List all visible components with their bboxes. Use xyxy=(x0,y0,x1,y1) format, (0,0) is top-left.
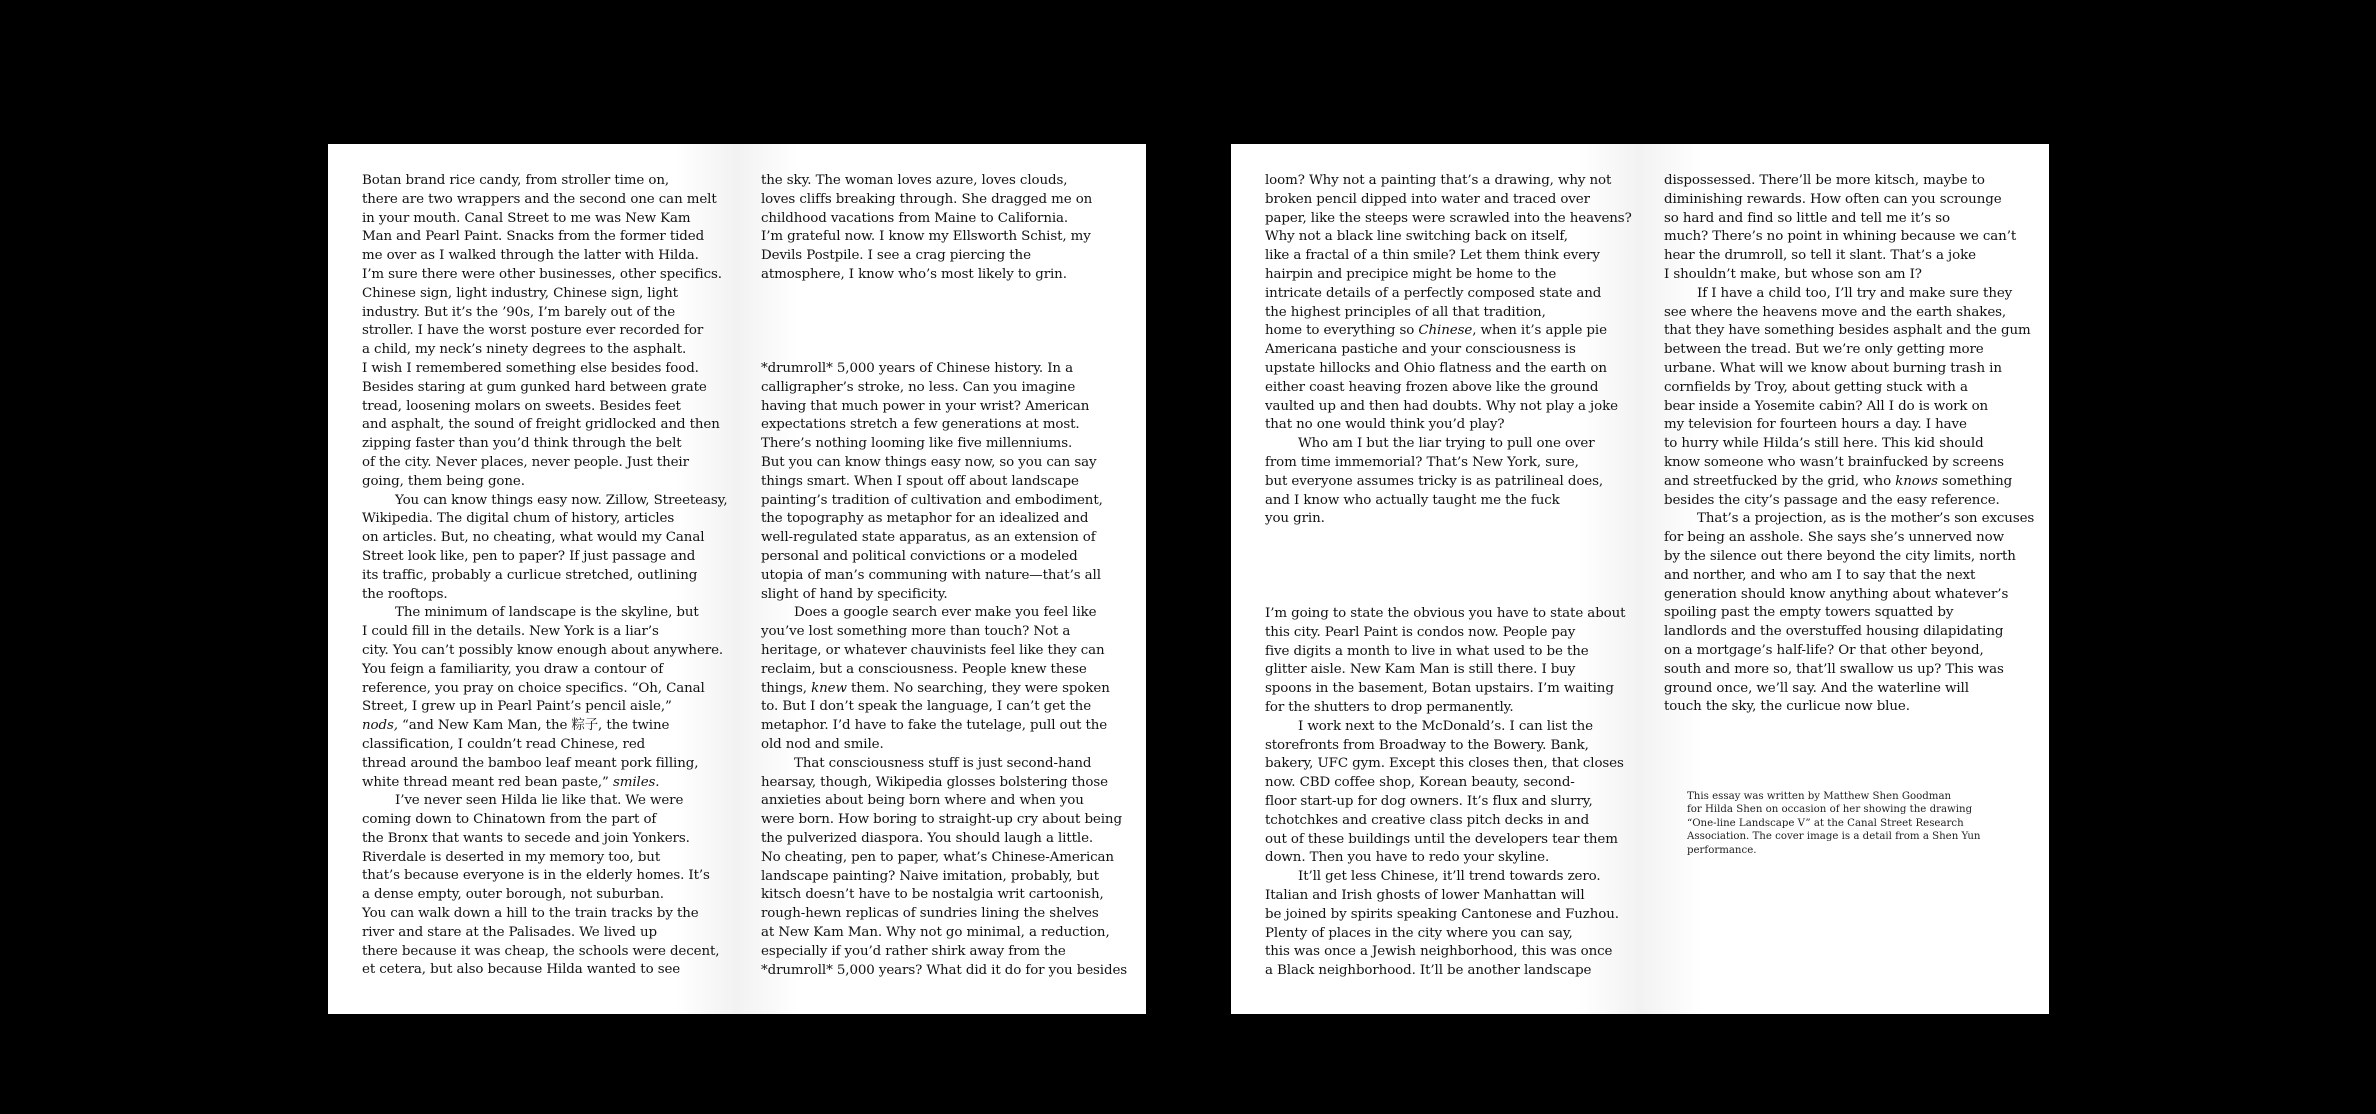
text-line: home to everything so Chinese, when it’s apple pie xyxy=(1265,323,1607,339)
text-line: anxieties about being born where and when you xyxy=(761,793,1084,809)
page-2-text-top xyxy=(761,172,1106,285)
text-line: I could fill in the details. New York is a liar’s xyxy=(362,624,659,640)
text-line: industry. But it’s the ’90s, I’m barely out of the xyxy=(362,304,676,320)
text-line: be joined by spirits speaking Cantonese and Fuzhou. xyxy=(1265,906,1619,922)
text-line: You can know things easy now. Zillow, Streeteasy, xyxy=(395,492,728,508)
text-line: ground once, we’ll say. And the waterline will xyxy=(1664,680,1969,696)
text-line: I wish I remembered something else besides food. xyxy=(362,360,699,376)
text-line: bakery, UFC gym. Except this closes then, that closes xyxy=(1265,756,1624,772)
text-line: generation should know anything about whatever’s xyxy=(1664,586,2009,602)
page-3-text-bottom xyxy=(1265,605,1626,981)
text-line: the pulverized diaspora. You should laugh a little. xyxy=(761,830,1094,846)
text-line: this city. Pearl Paint is condos now. People pay xyxy=(1265,624,1576,640)
text-line: the rooftops. xyxy=(362,586,448,602)
text-line: landscape painting? Naive imitation, probably, but xyxy=(761,868,1099,884)
text-line: its traffic, probably a curlicue stretched, outlining xyxy=(362,567,698,583)
text-line: a Black neighborhood. It’ll be another landscape xyxy=(1265,963,1592,979)
text-line: to. But I don’t speak the language, I can’t get the xyxy=(761,699,1092,715)
text-line: besides the city’s passage and the easy reference. xyxy=(1664,492,2000,508)
page-4 xyxy=(1640,144,2049,1014)
text-line: If I have a child too, I’ll try and make sure they xyxy=(1697,285,2013,301)
text-line: Chinese sign, light industry, Chinese sign, light xyxy=(362,285,678,301)
text-line: so hard and find so little and tell me it’s so xyxy=(1664,210,1950,226)
text-line: the topography as metaphor for an idealized and xyxy=(761,511,1089,527)
text-line: me over as I walked through the latter with Hilda. xyxy=(362,248,699,264)
right-spread xyxy=(1231,144,2049,1014)
page-2 xyxy=(737,144,1146,1014)
text-line: going, them being gone. xyxy=(362,473,525,489)
text-line: for being an asshole. She says she’s unnerved now xyxy=(1664,530,2005,546)
text-line: spoiling past the empty towers squatted by xyxy=(1664,605,1954,621)
text-line: either coast heaving frozen above like the ground xyxy=(1265,379,1599,395)
text-line: bear inside a Yosemite cabin? All I do is work on xyxy=(1664,398,1989,414)
text-line: childhood vacations from Maine to California. xyxy=(761,210,1069,226)
text-line: dispossessed. There’ll be more kitsch, maybe to xyxy=(1664,173,1985,188)
text-line: diminishing rewards. How often can you scrounge xyxy=(1664,191,2002,207)
text-line: tchotchkes and creative class pitch decks in and xyxy=(1265,812,1590,828)
page-4-footnote xyxy=(1687,790,1997,857)
footnote-line: for Hilda Shen on occasion of her showing the drawing xyxy=(1687,804,1973,816)
text-line: the Bronx that wants to secede and join Yonkers. xyxy=(362,830,690,846)
text-line: atmosphere, I know who’s most likely to grin. xyxy=(761,266,1067,282)
text-line: by the silence out there beyond the city limits, north xyxy=(1664,548,2016,564)
text-line: on articles. But, no cheating, what would my Canal xyxy=(362,530,705,546)
text-line: reference, you pray on choice specifics. “Oh, Canal xyxy=(362,680,705,696)
text-line: nods, “and New Kam Man, the 粽子, the twine xyxy=(362,718,670,734)
footnote-line: performance. xyxy=(1687,844,1757,856)
text-line: but everyone assumes tricky is as patrilineal does, xyxy=(1265,473,1604,489)
page-2-text-bottom xyxy=(761,360,1128,980)
text-line: like a fractal of a thin smile? Let them think every xyxy=(1265,248,1600,264)
text-line: I’m going to state the obvious you have to state about xyxy=(1265,606,1626,621)
text-line: Besides staring at gum gunked hard between grate xyxy=(362,379,707,395)
text-line: utopia of man’s communing with nature—that’s all xyxy=(761,567,1101,583)
text-line: on a mortgage’s half-life? Or that other beyond, xyxy=(1664,642,1984,658)
text-line: expectations stretch a few generations at most. xyxy=(761,417,1080,433)
text-line: between the tread. But we’re only getting more xyxy=(1664,342,1984,358)
text-line: Why not a black line switching back on itself, xyxy=(1265,229,1568,245)
text-line: landlords and the overstuffed housing dilapidating xyxy=(1664,624,2004,640)
text-line: You can walk down a hill to the train tracks by the xyxy=(362,906,699,922)
text-line: a dense empty, outer borough, not suburban. xyxy=(362,887,664,903)
text-line: rough-hewn replicas of sundries lining the shelves xyxy=(761,906,1099,922)
text-line: and asphalt, the sound of freight gridlocked and then xyxy=(362,417,720,433)
text-line: Does a google search ever make you feel like xyxy=(794,605,1097,621)
text-line: broken pencil dipped into water and traced over xyxy=(1265,191,1590,207)
text-line: metaphor. I’d have to fake the tutelage, pull out the xyxy=(761,718,1108,734)
page-3 xyxy=(1231,144,1640,1014)
text-line: I shouldn’t make, but whose son am I? xyxy=(1664,266,1922,282)
text-line: Street look like, pen to paper? If just passage and xyxy=(362,548,696,564)
text-line: I’ve never seen Hilda lie like that. We were xyxy=(395,793,684,809)
text-line: vaulted up and then had doubts. Why not play a joke xyxy=(1265,398,1618,414)
text-line: see where the heavens move and the earth shakes, xyxy=(1664,304,2007,320)
text-line: for the shutters to drop permanently. xyxy=(1265,699,1514,715)
text-line: upstate hillocks and Ohio flatness and the earth on xyxy=(1265,360,1607,376)
text-line: No cheating, pen to paper, what’s Chinese-American xyxy=(761,849,1114,865)
text-line: you’ve lost something more than touch? Not a xyxy=(761,624,1071,640)
text-line: now. CBD coffee shop, Korean beauty, second- xyxy=(1265,775,1575,791)
text-line: Botan brand rice candy, from stroller time on, xyxy=(362,173,670,188)
text-line: That’s a projection, as is the mother’s son excuses xyxy=(1697,511,2035,527)
text-line: Street, I grew up in Pearl Paint’s pencil aisle,” xyxy=(362,699,672,715)
text-line: classification, I couldn’t read Chinese, red xyxy=(362,736,646,752)
text-line: there are two wrappers and the second one can melt xyxy=(362,191,717,207)
text-line: The minimum of landscape is the skyline, but xyxy=(395,605,699,621)
text-line: things, knew them. No searching, they were spoken xyxy=(761,680,1110,696)
text-line: to hurry while Hilda’s still here. This kid should xyxy=(1664,436,1984,452)
text-line: I’m grateful now. I know my Ellsworth Schist, my xyxy=(761,229,1091,245)
text-line: zipping faster than you’d think through the belt xyxy=(362,436,682,452)
text-line: having that much power in your wrist? American xyxy=(761,398,1090,414)
text-line: paper, like the steeps were scrawled into the heavens? xyxy=(1265,210,1632,226)
text-line: in your mouth. Canal Street to me was New Kam xyxy=(362,210,691,226)
text-line: kitsch doesn’t have to be nostalgia writ cartoonish, xyxy=(761,887,1104,903)
text-line: old nod and smile. xyxy=(761,736,884,752)
text-line: that they have something besides asphalt and the gum xyxy=(1664,323,2031,339)
text-line: Devils Postpile. I see a crag piercing the xyxy=(761,248,1031,264)
text-line: That consciousness stuff is just second-hand xyxy=(794,755,1092,771)
left-spread xyxy=(328,144,1146,1014)
text-line: hearsay, though, Wikipedia glosses bolstering those xyxy=(761,774,1108,790)
text-line: Man and Pearl Paint. Snacks from the former tided xyxy=(362,229,705,245)
text-line: glitter aisle. New Kam Man is still there. I buy xyxy=(1265,662,1576,678)
text-line: hear the drumroll, so tell it slant. That’s a joke xyxy=(1664,248,1976,264)
text-line: There’s nothing looming like five millenniums. xyxy=(761,436,1073,452)
text-line: intricate details of a perfectly composed state and xyxy=(1265,285,1602,301)
text-line: thread around the bamboo leaf meant pork filling, xyxy=(362,755,699,771)
footnote-line: “One-line Landscape V” at the Canal Street Research xyxy=(1687,817,1964,829)
page-4-text xyxy=(1664,172,2035,717)
text-line: and streetfucked by the grid, who knows something xyxy=(1664,473,2013,489)
text-line: were born. How boring to straight-up cry about being xyxy=(761,812,1122,828)
text-line: loom? Why not a painting that’s a drawing, why not xyxy=(1265,173,1612,188)
text-line: loves cliffs breaking through. She dragged me on xyxy=(761,191,1093,207)
text-line: my television for fourteen hours a day. I have xyxy=(1664,417,1967,433)
text-line: river and stare at the Palisades. We lived up xyxy=(362,924,658,940)
text-line: stroller. I have the worst posture ever recorded for xyxy=(362,323,704,339)
text-line: reclaim, but a consciousness. People knew these xyxy=(761,661,1087,677)
footnote-line: Association. The cover image is a detail from a Shen Yun xyxy=(1687,831,1981,843)
text-line: You feign a familiarity, you draw a contour of xyxy=(362,661,664,677)
text-line: coming down to Chinatown from the part of xyxy=(362,812,657,828)
text-line: at New Kam Man. Why not go minimal, a reduction, xyxy=(761,924,1110,940)
text-line: white thread meant red bean paste,” smiles. xyxy=(362,774,660,790)
text-line: storefronts from Broadway to the Bowery. Bank, xyxy=(1265,737,1589,753)
page-1-text xyxy=(362,172,728,980)
text-line: from time immemorial? That’s New York, sure, xyxy=(1265,454,1579,470)
text-line: It’ll get less Chinese, it’ll trend towards zero. xyxy=(1298,869,1601,885)
text-line: *drumroll* 5,000 years of Chinese history. In a xyxy=(761,361,1073,376)
text-line: floor start-up for dog owners. It’s flux and slurry, xyxy=(1265,793,1593,809)
text-line: that’s because everyone is in the elderly homes. It’s xyxy=(362,868,710,884)
text-line: a child, my neck’s ninety degrees to the asphalt. xyxy=(362,342,687,358)
text-line: calligrapher’s stroke, no less. Can you imagine xyxy=(761,379,1076,395)
text-line: tread, loosening molars on sweets. Besides feet xyxy=(362,398,681,414)
text-line: Plenty of places in the city where you can say, xyxy=(1265,925,1573,941)
text-line: that no one would think you’d play? xyxy=(1265,417,1505,433)
text-line: especially if you’d rather shirk away from the xyxy=(761,943,1066,959)
page-3-text-top xyxy=(1265,172,1632,529)
text-line: you grin. xyxy=(1265,511,1325,527)
text-line: the highest principles of all that tradition, xyxy=(1265,304,1546,320)
text-line: But you can know things easy now, so you can say xyxy=(761,454,1097,470)
text-line: and norther, and who am I to say that the next xyxy=(1664,567,1976,583)
text-line: et cetera, but also because Hilda wanted to see xyxy=(362,962,681,978)
text-line: personal and political convictions or a modeled xyxy=(761,548,1078,564)
text-line: urbane. What will we know about burning trash in xyxy=(1664,360,2002,376)
text-line: heritage, or whatever chauvinists feel like they can xyxy=(761,642,1105,658)
text-line: there because it was cheap, the schools were decent, xyxy=(362,943,720,959)
text-line: painting’s tradition of cultivation and embodiment, xyxy=(761,492,1103,508)
text-line: Who am I but the liar trying to pull one over xyxy=(1298,436,1595,452)
text-line: things smart. When I spout off about landscape xyxy=(761,473,1079,489)
footnote-line: This essay was written by Matthew Shen Goodman xyxy=(1687,791,1952,802)
text-line: the sky. The woman loves azure, loves clouds, xyxy=(761,173,1068,188)
text-line: slight of hand by specificity. xyxy=(761,586,948,602)
text-line: spoons in the basement, Botan upstairs. I’m waiting xyxy=(1265,681,1614,697)
text-line: south and more so, that’ll swallow us up? This was xyxy=(1664,661,2004,677)
text-line: Wikipedia. The digital chum of history, articles xyxy=(362,511,675,527)
text-line: and I know who actually taught me the fuck xyxy=(1265,492,1560,508)
text-line: down. Then you have to redo your skyline. xyxy=(1265,850,1550,866)
text-line: hairpin and precipice might be home to the xyxy=(1265,266,1557,282)
text-line: touch the sky, the curlicue now blue. xyxy=(1664,699,1910,715)
page-1 xyxy=(328,144,737,1014)
text-line: of the city. Never places, never people. Just their xyxy=(362,454,689,470)
text-line: this was once a Jewish neighborhood, this was once xyxy=(1265,944,1613,960)
text-line: city. You can’t possibly know enough about anywhere. xyxy=(362,642,724,658)
text-line: cornfields by Troy, about getting stuck with a xyxy=(1664,379,1968,395)
text-line: much? There’s no point in whining because we can’t xyxy=(1664,229,2017,245)
text-line: *drumroll* 5,000 years? What did it do for you besides xyxy=(761,962,1128,978)
text-line: out of these buildings until the developers tear them xyxy=(1265,831,1618,847)
text-line: I work next to the McDonald’s. I can list the xyxy=(1298,718,1593,734)
text-line: Americana pastiche and your consciousness is xyxy=(1265,342,1576,358)
text-line: well-regulated state apparatus, as an extension of xyxy=(761,530,1096,546)
text-line: Italian and Irish ghosts of lower Manhattan will xyxy=(1265,887,1585,903)
text-line: I’m sure there were other businesses, other specifics. xyxy=(362,266,722,282)
text-line: five digits a month to live in what used to be the xyxy=(1265,643,1589,659)
text-line: Riverdale is deserted in my memory too, but xyxy=(362,849,661,865)
text-line: know someone who wasn’t brainfucked by screens xyxy=(1664,454,2004,470)
